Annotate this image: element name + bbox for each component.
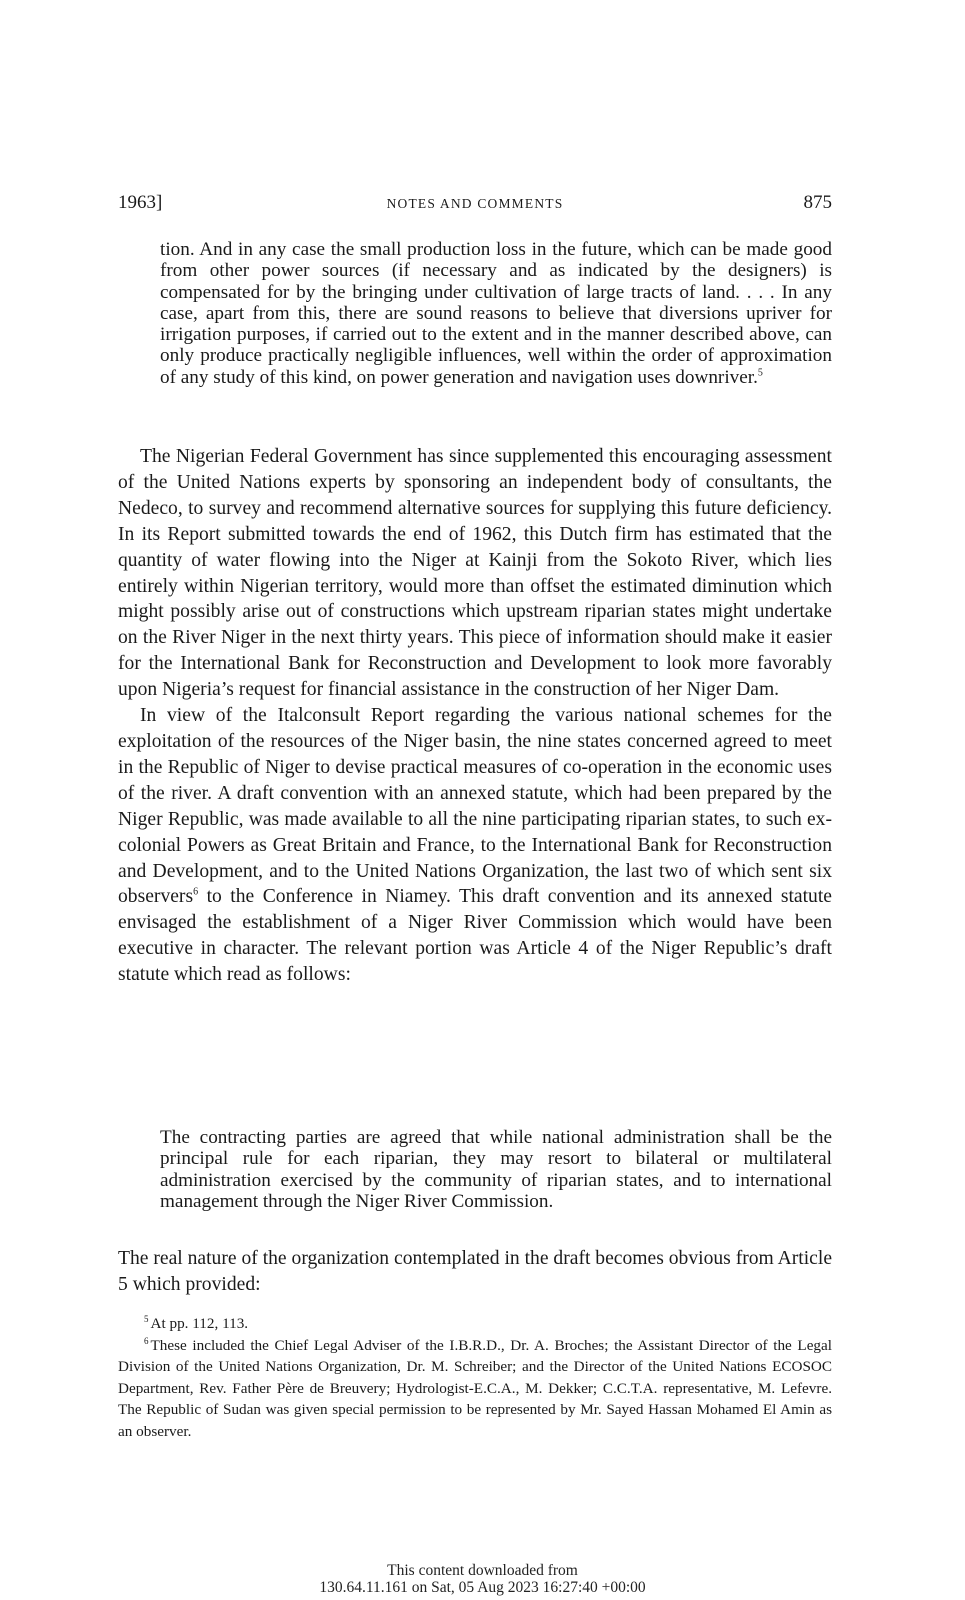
footnote-text: At pp. 112, 113. [150,1315,249,1332]
paragraph-text: In view of the Italconsult Report regarding the various national schemes for the exploitation of the resources of the Niger basin, the nine states concerned agreed to meet in the Republic of Niger to devise practical measures of co-operation in the economic uses of the river. A draft convention with an annexed statute, which had been prepared by the Niger Republic, was made available to all the nine participating riparian states, to such ex-colonial Powers as Great Britain and France, to the International Bank for Reconstruction and Development, and to the United Nations Organization, the last two of which sent six observers [118,705,832,908]
closing-text [118,1246,832,1298]
paragraph-italconsult [118,703,832,988]
block-quote-text: tion. And in any case the small production loss in the future, which can be made good from other power sources (if necessary and as indicated by the designers) is compensated for by the bringing under cultivation of large tracts of land. . . . In any case, apart from this, there are sound reasons to believe that diversions upriver for irrigation purposes, if carried out to the extent and in the manner described above, can only produce practically negligible influences, well within the order of approximation of any study of this kind, on power generation and navigation uses downriver. [160,239,832,388]
footnote-number: 6 [144,1335,149,1346]
download-notice-line-2: 130.64.11.161 on Sat, 05 Aug 2023 16:27:40 +00:00 [319,1579,646,1596]
paragraph-nedeco: The Nigerian Federal Government has since supplemented this encouraging assessment of the United Nations experts by sponsoring an independent body of consultants, the Nedeco, to survey and recommend alternative sources for supplying this future deficiency. In its Report submitted towards the end of 1962, this Dutch firm has estimated that the quantity of water flowing into the Niger at Kainji from the Sokoto River, which lies entirely within Nigerian territory, would more than offset the estimated diminution which might possibly arise out of constructions which upstream riparian states might undertake on the River Niger in the next thirty years. This piece of information should make it easier for the International Bank for Reconstruction and Development to look more favorably upon Nigeria’s request for financial assistance in the construction of her Niger Dam. [118,446,832,701]
footnote-text: These included the Chief Legal Adviser of the I.B.R.D., Dr. A. Broches; the Assistant Director of the Legal Division of the United Nations Organization, Dr. M. Schreiber; and the Director of the United Nations ECOSOC Department, Rev. Father Père de Breuvery; Hydrologist-E.C.A., M. Dekker; C.C.T.A. representative, M. Lefevre. The Republic of Sudan was given special permission to be represented by Mr. Sayed Hassan Mohamed El Amin as an observer. [118,1336,832,1440]
footnotes [118,1313,832,1443]
footnote-6 [118,1335,832,1443]
running-head-year: 1963] [118,192,163,213]
paragraph-article-5-intro: The real nature of the organization contemplated in the draft becomes obvious from Article 5 which provided: [118,1248,833,1295]
block-quote-un-experts [160,239,832,388]
download-notice-line-1: This content downloaded from [387,1562,578,1579]
footnote-ref-5[interactable]: 5 [757,367,763,379]
block-quote-text: The contracting parties are agreed that while national administration shall be the principal rule for each riparian, they may resort to bilateral or multilateral administration exercised by the community of riparian states, and to international management through the Niger River Commission. [160,1127,832,1212]
running-head [118,192,832,218]
download-notice [0,1562,965,1596]
body-text [118,444,832,988]
footnote-ref-6[interactable]: 6 [193,886,199,898]
footnote-number: 5 [144,1313,149,1324]
block-quote-article-4 [160,1127,832,1212]
footnote-5 [118,1313,832,1335]
running-head-section-title: NOTES AND COMMENTS [386,196,564,211]
paragraph-text-continued: to the Conference in Niamey. This draft convention and its annexed statute envisaged the establishment of a Niger River Commission which would have been executive in character. The relevant portion was Article 4 of the Niger Republic’s draft statute which read as follows: [118,886,832,986]
page-number: 875 [803,192,832,213]
